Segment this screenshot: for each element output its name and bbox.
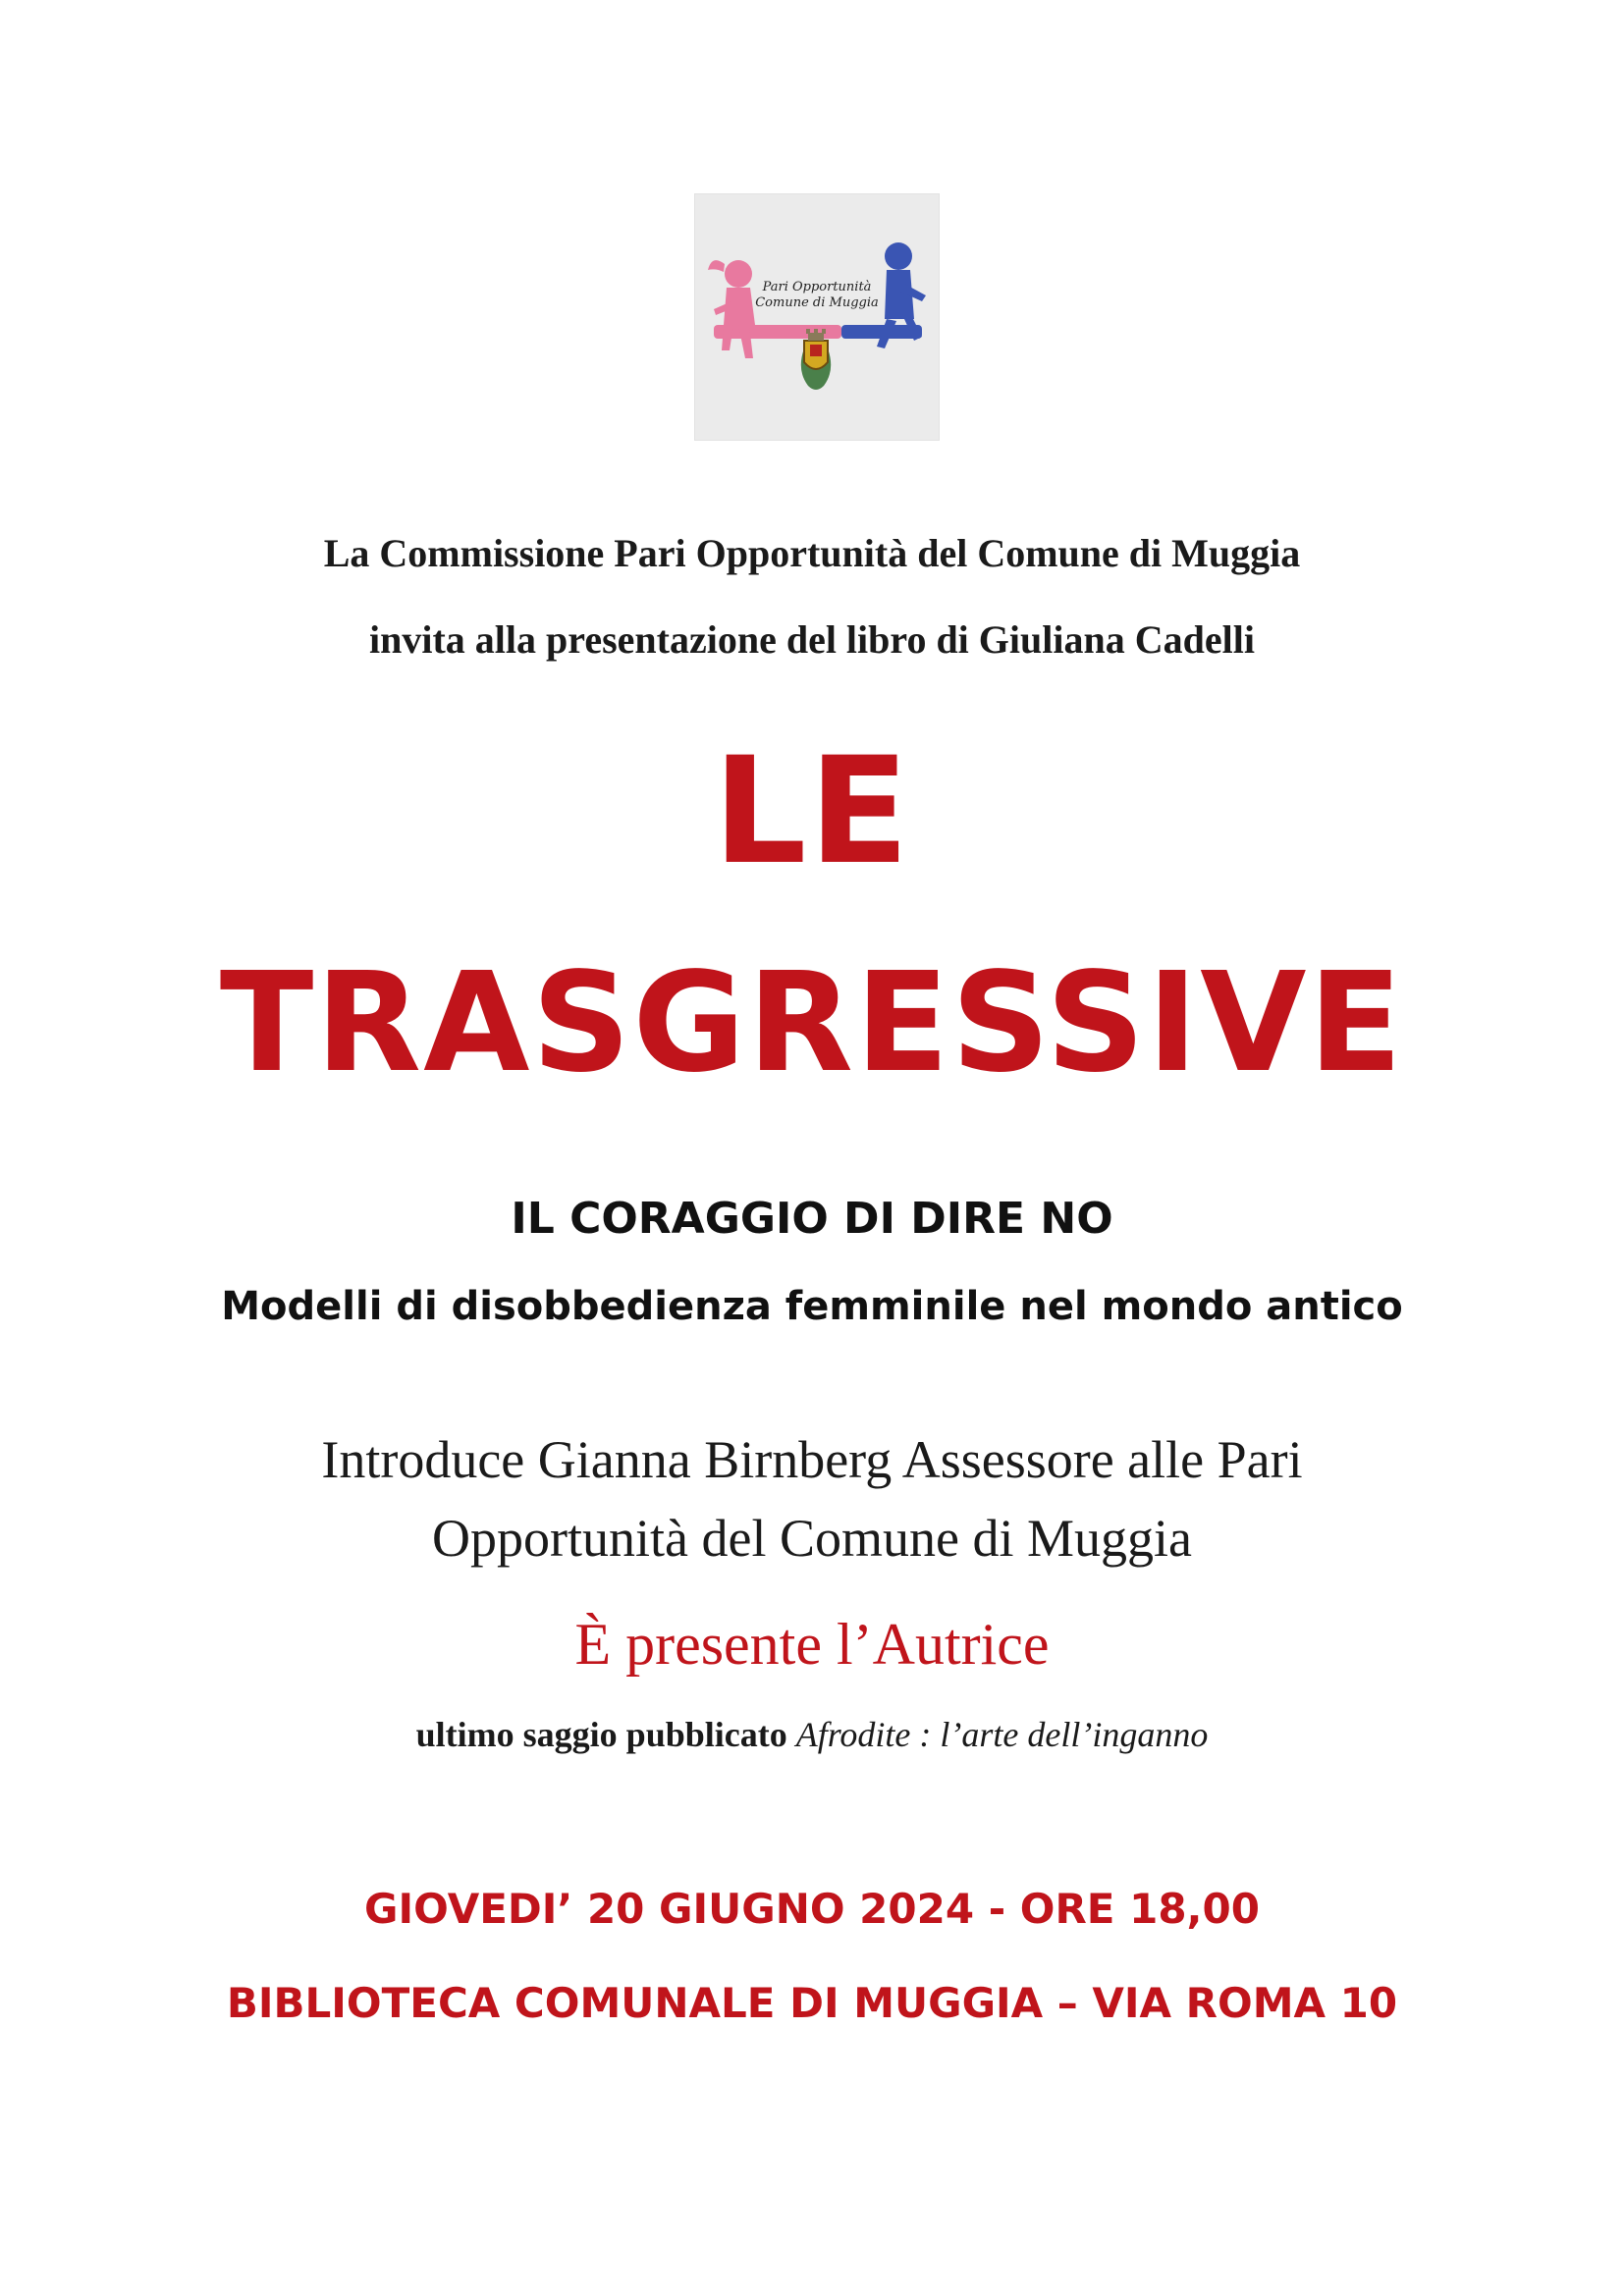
invitation-line: invita alla presentazione del libro di Giuliana Cadelli xyxy=(369,617,1255,662)
introduction-line2: Opportunità del Comune di Muggia xyxy=(432,1509,1192,1568)
organizer-line: La Commissione Pari Opportunità del Comune di Muggia xyxy=(323,531,1301,575)
introduction-line1: Introduce Gianna Birnberg Assessore alle Pari xyxy=(321,1430,1303,1489)
event-location: BIBLIOTECA COMUNALE DI MUGGIA – VIA ROMA 10 xyxy=(226,1979,1398,2027)
logo-text-line1: Pari Opportunità xyxy=(762,280,872,294)
title-line1: LE xyxy=(712,726,912,897)
event-date-time: GIOVEDI’ 20 GIUGNO 2024 - ORE 18,00 xyxy=(364,1885,1260,1933)
last-essay-title: Afrodite : l’arte dell’inganno xyxy=(795,1715,1209,1754)
author-present-line: È presente l’Autrice xyxy=(574,1612,1050,1677)
last-essay-line xyxy=(0,1714,1624,1755)
seesaw-figures-icon xyxy=(694,193,940,441)
subtitle-line2: Modelli di disobbedienza femminile nel mondo antico xyxy=(221,1284,1403,1329)
logo-pari-opportunita xyxy=(694,193,940,441)
title-line2: TRASGRESSIVE xyxy=(219,943,1405,1103)
subtitle-line1: IL CORAGGIO DI DIRE NO xyxy=(511,1194,1113,1244)
last-essay-prefix: ultimo saggio pubblicato xyxy=(415,1715,796,1754)
logo-text-line2: Comune di Muggia xyxy=(755,295,879,310)
